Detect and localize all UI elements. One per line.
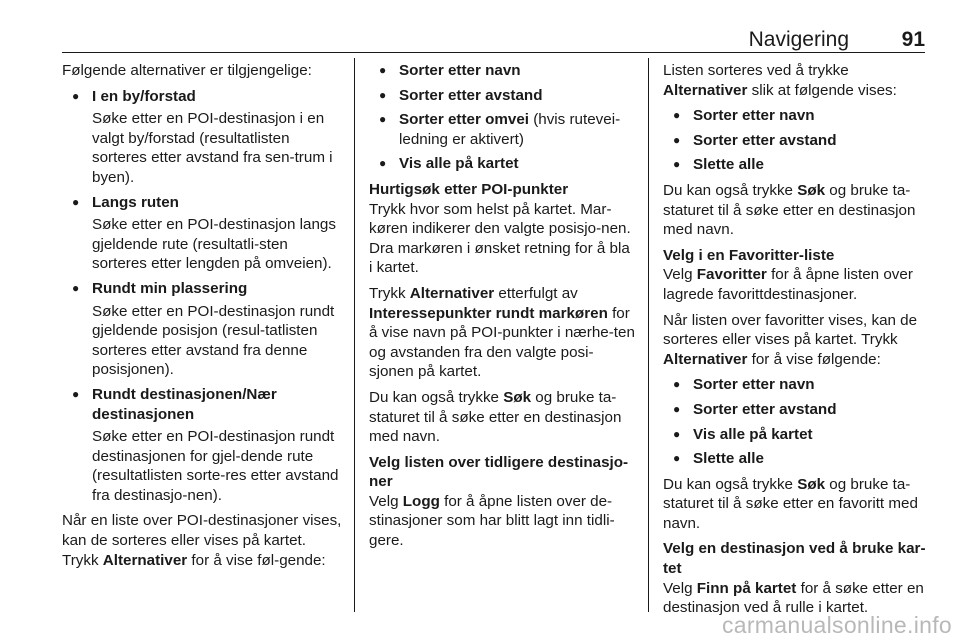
list-item	[62, 87, 344, 188]
list-item-desc: Søke etter en POI-destinasjon langs gjeldende rute (resultatli-sten sorteres etter lengden på omveien).	[92, 216, 336, 273]
list-item-desc: (hvis rutevei-ledning er aktivert)	[399, 111, 621, 148]
section-heading: Hurtigsøk etter POI-punkter	[369, 180, 569, 198]
section-heading: Velg i en Favoritter-liste	[663, 246, 835, 264]
list-item	[369, 154, 637, 174]
list-item	[369, 110, 637, 149]
outro-text: Når en liste over POI-destinasjoner vises, kan de sorteres eller vises på kartet. Trykk Alternativer for å vise føl-gende:	[62, 512, 342, 569]
list-item-title: Vis alle på kartet	[399, 155, 519, 173]
list-item	[62, 279, 344, 380]
sort-options-list	[663, 106, 931, 175]
watermark: carmanualsonline.info	[721, 612, 952, 638]
list-item-title: Sorter etter avstand	[399, 86, 543, 104]
section-heading: Velg listen over tidligere destinasjo-ner	[369, 453, 629, 491]
list-item-desc: Søke etter en POI-destinasjon rundt destinasjonen for gjel-dende rute (resultatlisten sorte-res etter avstand fra destinasjo-nen).	[92, 428, 339, 504]
column-2	[369, 61, 637, 557]
list-item: ● Sorter etter avstand	[663, 400, 931, 420]
list-item-title: ● Rundt min plassering	[92, 279, 248, 297]
list-item: ● Sorter etter navn	[663, 375, 931, 395]
list-item-title: ● Rundt destinasjonen/Nær destinasjonen	[92, 385, 277, 423]
sort-options-list	[369, 61, 637, 174]
column-divider-1	[354, 58, 355, 612]
header-rule	[62, 52, 925, 53]
list-item	[369, 86, 637, 106]
column-1	[62, 61, 344, 576]
favorites-options-list	[663, 375, 931, 468]
list-item-title: ● I en by/forstad	[92, 87, 196, 105]
list-item: ● Vis alle på kartet	[663, 425, 931, 445]
list-item: ● Sorter etter avstand	[663, 131, 931, 151]
page-header	[62, 28, 925, 52]
list-item: ● Slette alle	[663, 449, 931, 469]
list-item-title: ● Langs ruten	[92, 193, 179, 211]
column-3	[663, 61, 931, 624]
list-item	[62, 193, 344, 274]
paragraph: Velg Finn på kartet for å søke etter en destinasjon ved å rulle i kartet.	[663, 579, 924, 617]
section-heading: Velg en destinasjon ved å bruke kar-tet	[663, 540, 926, 578]
paragraph: Du kan også trykke Søk og bruke ta-staturet til å søke etter en favoritt med navn.	[663, 475, 918, 532]
search-options-list	[62, 87, 344, 506]
list-item	[369, 61, 637, 81]
page-number: 91	[901, 28, 925, 51]
paragraph: Velg Favoritter for å åpne listen over lagrede favorittdestinasjoner.	[663, 266, 913, 303]
column-divider-2	[648, 58, 649, 612]
list-item: ● Sorter etter navn	[663, 106, 931, 126]
paragraph: Velg Logg for å åpne listen over de-stinasjoner som har blitt lagt inn tidli-gere.	[369, 492, 615, 550]
paragraph: Trykk Alternativer etterfulgt av Interessepunkter rundt markøren for å vise navn på POI-punkter i nærhe-ten og avstanden fra den valgte posi-sjonen på kartet.	[369, 284, 635, 381]
list-item: ● Slette alle	[663, 155, 931, 175]
paragraph: Du kan også trykke Søk og bruke ta-staturet til å søke etter en destinasjon med navn.	[663, 181, 916, 239]
paragraph: Du kan også trykke Søk og bruke ta-staturet til å søke etter en destinasjon med navn.	[369, 388, 622, 446]
list-item	[62, 385, 344, 506]
paragraph: Når listen over favoritter vises, kan de sorteres eller vises på kartet. Trykk Alternativer for å vise følgende:	[663, 311, 918, 368]
paragraph: Trykk hvor som helst på kartet. Mar-køren indikerer den valgte posisjo-nen. Dra markøren i ønsket retning for å bla i kartet.	[369, 200, 631, 277]
list-item-desc: Søke etter en POI-destinasjon i en valgt by/forstad (resultatlisten sorteres etter avstand fra sen-trum i byen).	[92, 110, 333, 186]
paragraph: Listen sorteres ved å trykke Alternativer slik at følgende vises:	[663, 62, 897, 99]
list-item-title: Sorter etter omvei	[399, 111, 529, 129]
list-item-title: Sorter etter navn	[399, 62, 521, 79]
list-item-desc: Søke etter en POI-destinasjon rundt gjeldende posisjon (resul-tatlisten sorteres etter avstand fra denne posisjonen).	[92, 302, 335, 379]
intro-text: Følgende alternativer er tilgjengelige:	[62, 62, 312, 79]
page-title: Navigering	[748, 28, 849, 51]
